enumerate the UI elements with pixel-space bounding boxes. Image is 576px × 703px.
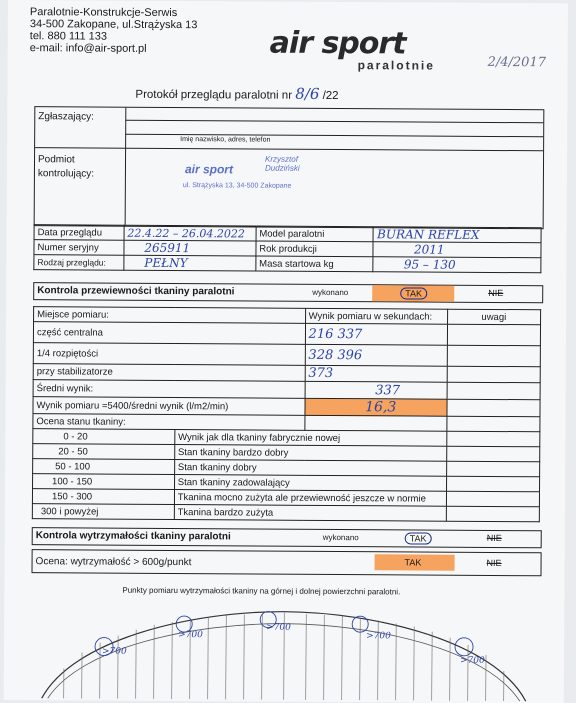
scale-range: 50 - 100 (33, 459, 175, 475)
strength-no: NIE (487, 533, 502, 543)
controller-label-2: kontrolujący: (38, 168, 94, 179)
model-value: BURAN REFLEX (374, 227, 542, 243)
scale-desc: Stan tkaniny zadowalający (174, 475, 446, 492)
parties-label-column (35, 107, 127, 226)
strength-title: Kontrola wytrzymałości tkaniny paralotni (36, 530, 231, 542)
protocol-number: 8/6 (295, 85, 319, 103)
details-table (33, 224, 541, 273)
result-label: Wynik pomiaru =5400/średni wynik (l/m2/min) (33, 397, 305, 416)
result-header: Wynik pomiaru w sekundach: (305, 308, 447, 324)
controller-stamp (183, 154, 373, 195)
porosity-title: Kontrola przewiewności tkaniny paralotni (37, 285, 234, 297)
strength-rating (31, 549, 541, 576)
stamp-name-2: Dudziński (265, 164, 300, 173)
scale-desc: Stan tkaniny bardzo dobry (174, 445, 446, 462)
mark-label: >700 (102, 647, 127, 657)
submitter-hint: Imię nazwisko, adres, telefon (180, 136, 270, 144)
protocol-year: /22 (323, 90, 339, 102)
year-value: 2011 (373, 242, 541, 258)
company-name: Paralotnie-Konstrukcje-Serwis (30, 6, 198, 19)
submitter-label: Zgłaszający: (38, 111, 94, 122)
strength-rating-label: Ocena: wytrzymałość > 600g/punkt (36, 556, 192, 568)
logo-sub: paralotnie (358, 58, 435, 72)
mark-label: >700 (266, 623, 291, 633)
title-prefix: Protokół przeglądu paralotni nr (135, 89, 292, 102)
porosity-header (33, 282, 543, 303)
handwritten-date: 2/4/2017 (488, 55, 546, 70)
porosity-done-label: wykonano (312, 288, 348, 297)
row-quarter-value: 328 396 (305, 344, 447, 366)
controller-label-1: Podmiot (38, 154, 75, 165)
date-label: Data przeglądu (34, 225, 124, 241)
scale-range: 150 - 300 (32, 489, 174, 505)
stamp-name-1: Krzysztof (265, 155, 298, 164)
scale-range: 0 - 20 (33, 429, 175, 445)
scale-range: 300 i powyżej (32, 504, 174, 520)
strength-done-label: wykonano (323, 533, 359, 542)
row-stabilizer-value: 373 (305, 365, 447, 382)
strength-header (32, 527, 542, 548)
strength-yes: TAK (405, 532, 432, 544)
porosity-yes: TAK (400, 287, 427, 299)
strength-rating-yes: TAK (405, 557, 422, 567)
scale-desc: Wynik jak dla tkaniny fabrycznie nowej (175, 430, 447, 447)
type-value: PEŁNY (124, 255, 256, 271)
company-email: e-mail: info@air-sport.pl (30, 42, 198, 55)
scale-range: 20 - 50 (33, 444, 175, 460)
company-address: 34-500 Zakopane, ul.Strążyska 13 (30, 18, 198, 31)
company-phone: tel. 880 111 133 (30, 30, 198, 43)
wing-diagram (34, 598, 535, 703)
result-value: 16,3 (305, 398, 447, 416)
porosity-table (32, 306, 541, 522)
protocol-title (135, 84, 338, 103)
logo-main: air sport (270, 26, 480, 62)
row-stabilizer-label: przy stabilizatorze (33, 364, 305, 382)
scale-range: 100 - 150 (33, 474, 175, 490)
year-label: Rok produkcji (256, 241, 374, 257)
type-label: Rodzaj przeglądu: (34, 255, 124, 271)
notes-header: uwagi (447, 309, 541, 325)
strength-rating-no: NIE (487, 558, 502, 568)
mass-value: 95 – 130 (373, 257, 541, 273)
mark-label: >700 (366, 631, 391, 641)
row-central-value: 216 337 (305, 323, 447, 345)
diagram-caption: Punkty pomiaru wytrzymałości tkaniny na górnej i dolnej powierzchni paralotni. (122, 586, 400, 597)
serial-label: Numer seryjny (34, 240, 124, 256)
date-value: 22.4.22 – 26.04.2022 (124, 225, 256, 241)
row-average-value: 337 (305, 381, 447, 399)
mark-label: >700 (178, 630, 203, 640)
row-average-label: Średni wynik: (33, 380, 305, 399)
scale-header: Ocena stanu tkaniny: (33, 414, 305, 431)
place-header: Miejsce pomiaru: (34, 307, 306, 324)
mark-label: >700 (460, 656, 485, 666)
stamp-address: ul. Strążyska 13, 34-500 Zakopane (183, 182, 292, 190)
serial-value: 265911 (124, 240, 256, 256)
row-quarter-label: 1/4 rozpiętości (33, 343, 305, 366)
scale-desc: Tkanina bardzo zużyta (174, 505, 446, 522)
porosity-no: NIE (488, 288, 503, 298)
parties-box (34, 106, 545, 229)
air-sport-logo (270, 26, 480, 62)
scale-desc: Tkanina mocno zużyta ale przewiewność jeszcze w normie (174, 490, 446, 507)
inspection-form (4, 0, 568, 703)
company-info (30, 6, 198, 55)
model-label: Model paralotni (256, 226, 374, 242)
mass-label: Masa startowa kg (256, 256, 374, 272)
row-central-label: część centralna (33, 322, 305, 345)
stamp-brand: air sport (185, 162, 233, 176)
scale-desc: Stan tkaniny dobry (174, 460, 446, 477)
